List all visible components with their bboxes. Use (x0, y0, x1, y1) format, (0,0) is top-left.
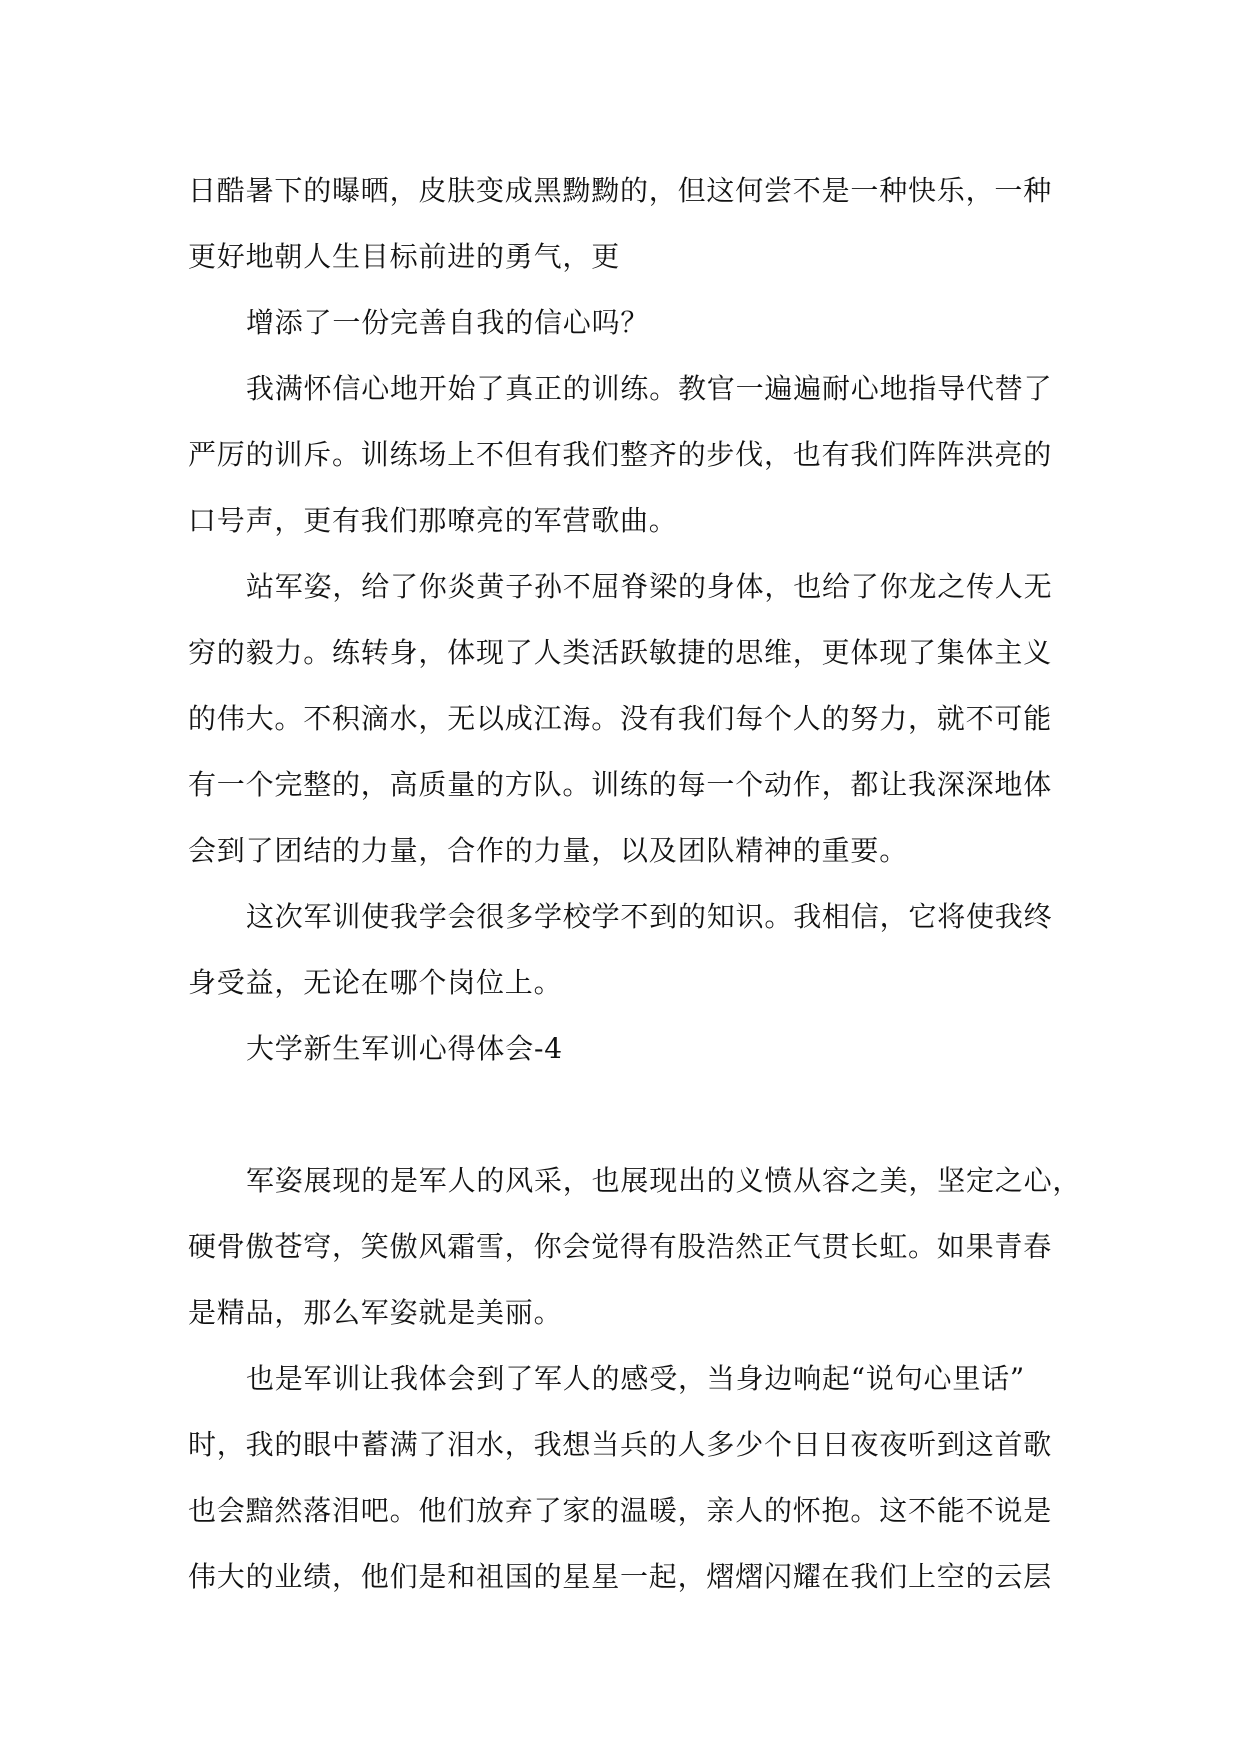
text-line: 是精品，那么军姿就是美丽。 (188, 1296, 563, 1329)
text-line: 这次军训使我学会很多学校学不到的知识。我相信，它将使我终 (246, 900, 1053, 933)
text-line: 更好地朝人生目标前进的勇气，更 (188, 240, 621, 273)
text-line: 增添了一份完善自我的信心吗？ (246, 306, 650, 339)
blank-line (188, 1082, 1054, 1148)
document-body (188, 158, 1082, 1610)
text-line: 穷的毅力。练转身，体现了人类活跃敏捷的思维，更体现了集体主义 (188, 636, 1053, 669)
text-line: 日酷暑下的曝晒，皮肤变成黑黝黝的，但这何尝不是一种快乐，一种 (188, 174, 1053, 207)
text-line: 口号声，更有我们那嘹亮的军营歌曲。 (188, 504, 678, 537)
text-line: 伟大的业绩，他们是和祖国的星星一起，熠熠闪耀在我们上空的云层 (188, 1560, 1053, 1593)
text-line: 严厉的训斥。训练场上不但有我们整齐的步伐，也有我们阵阵洪亮的 (188, 438, 1053, 471)
text-line: 军姿展现的是军人的风采，也展现出的义愤从容之美，坚定之心， (246, 1164, 1082, 1197)
text-line: 我满怀信心地开始了真正的训练。教官一遍遍耐心地指导代替了 (246, 372, 1053, 405)
text-line: 也会黯然落泪吧。他们放弃了家的温暖，亲人的怀抱。这不能不说是 (188, 1494, 1053, 1527)
text-line: 站军姿，给了你炎黄子孙不屈脊梁的身体，也给了你龙之传人无 (246, 570, 1053, 603)
text-line: 时，我的眼中蓄满了泪水，我想当兵的人多少个日日夜夜听到这首歌 (188, 1428, 1053, 1461)
text-line: 硬骨傲苍穹，笑傲风霜雪，你会觉得有股浩然正气贯长虹。如果青春 (188, 1230, 1053, 1263)
text-line: 有一个完整的，高质量的方队。训练的每一个动作，都让我深深地体 (188, 768, 1053, 801)
text-line: 身受益，无论在哪个岗位上。 (188, 966, 563, 999)
section-heading: 大学新生军训心得体会-4 (246, 1032, 563, 1065)
text-line: 会到了团结的力量，合作的力量，以及团队精神的重要。 (188, 834, 909, 867)
text-line: 也是军训让我体会到了军人的感受，当身边响起“说句心里话” (246, 1362, 1026, 1395)
text-line: 的伟大。不积滴水，无以成江海。没有我们每个人的努力，就不可能 (188, 702, 1053, 735)
